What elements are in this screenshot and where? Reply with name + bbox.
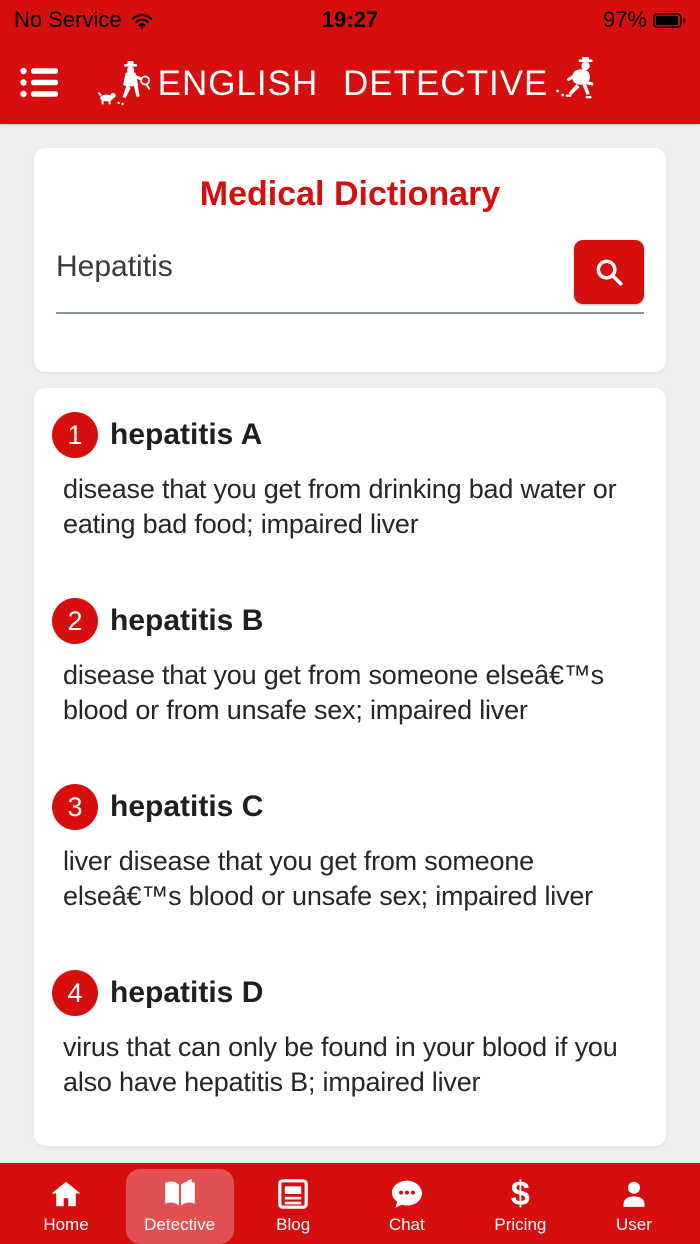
- tab-label: Pricing: [494, 1215, 547, 1234]
- dictionary-search-card: [34, 148, 666, 372]
- result-term: hepatitis A: [110, 418, 263, 451]
- result-definition: liver disease that you get from someone elseâ€™s blood or unsafe sex; impaired liver: [63, 846, 593, 911]
- result-number-badge: 2: [52, 598, 98, 644]
- chat-bubble-icon: [390, 1178, 424, 1210]
- result-number-badge: 1: [52, 412, 98, 458]
- result-term: hepatitis B: [110, 604, 264, 637]
- tab-label: Chat: [388, 1215, 425, 1234]
- home-icon: [49, 1178, 83, 1210]
- result-term: hepatitis D: [110, 976, 264, 1009]
- battery-percent-label: 97%: [602, 7, 647, 32]
- article-icon: [278, 1178, 308, 1210]
- result-term: hepatitis C: [110, 790, 264, 823]
- carrier-label: No Service: [14, 7, 122, 32]
- search-icon: [592, 255, 626, 289]
- tab-label: Home: [43, 1215, 89, 1234]
- page-title: Medical Dictionary: [199, 175, 501, 213]
- result-entry: [52, 598, 642, 728]
- battery-icon: [653, 13, 686, 28]
- tab-chat[interactable]: [353, 1169, 461, 1244]
- result-definition: disease that you get from drinking bad water or eating bad food; impaired liver: [63, 474, 617, 539]
- bottom-tab-bar: [0, 1163, 700, 1244]
- result-entry: [52, 970, 642, 1100]
- result-definition: virus that can only be found in your blood if you also have hepatitis B; impaired liver: [63, 1032, 618, 1097]
- detective-with-dog-icon: [98, 57, 154, 107]
- user-icon: [619, 1178, 649, 1210]
- result-definition: disease that you get from someone elseâ€™s blood or from unsafe sex; impaired liver: [63, 660, 604, 725]
- brand-title: ENGLISH DETECTIVE: [157, 64, 549, 103]
- tab-detective[interactable]: [126, 1169, 234, 1244]
- search-row: [56, 240, 644, 314]
- menu-icon[interactable]: [20, 66, 58, 99]
- result-number-badge: 3: [52, 784, 98, 830]
- result-entry: [52, 784, 642, 914]
- tab-pricing[interactable]: [466, 1169, 574, 1244]
- running-detective-icon: [552, 57, 602, 107]
- result-number-badge: 4: [52, 970, 98, 1016]
- tab-label: Blog: [276, 1215, 311, 1234]
- app-logo: [98, 57, 603, 107]
- tab-blog[interactable]: [239, 1169, 347, 1244]
- tab-label: User: [616, 1215, 652, 1234]
- top-red-block: [0, 0, 700, 124]
- status-bar: [0, 0, 700, 40]
- app-bar: [0, 40, 700, 124]
- open-book-icon: [162, 1178, 198, 1210]
- clock: 19:27: [321, 7, 379, 32]
- wifi-icon: [131, 12, 153, 29]
- search-button[interactable]: [574, 240, 644, 304]
- dollar-icon: $: [510, 1175, 530, 1213]
- tab-home[interactable]: [12, 1169, 120, 1244]
- tab-label: Detective: [144, 1215, 216, 1234]
- result-entry: [52, 412, 642, 542]
- results-card: [34, 388, 666, 1146]
- search-input[interactable]: [56, 250, 574, 304]
- tab-user[interactable]: [580, 1169, 688, 1244]
